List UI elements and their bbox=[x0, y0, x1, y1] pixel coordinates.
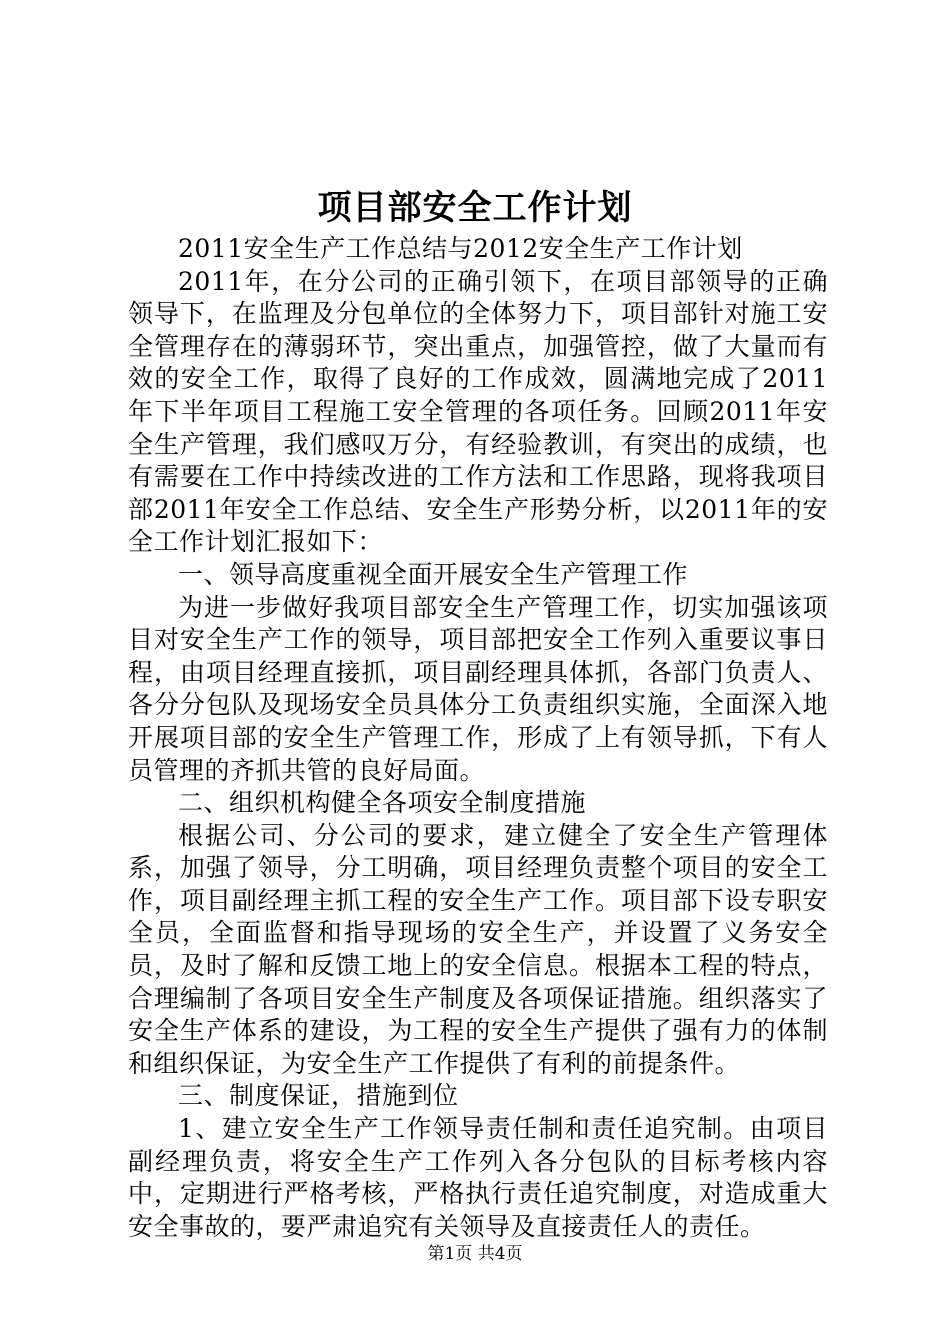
intro-paragraph: 2011年，在分公司的正确引领下，在项目部领导的正确领导下，在监理及分包单位的全体努力下，项目部针对施工安全管理存在的薄弱环节，突出重点，加强管控，做了大量而有效的安全工作，取得了良好的工作成效，圆满地完成了2011年下半年项目工程施工安全管理的各项任务。回顾2011年安全生产管理，我们感叹万分，有经验教训，有突出的成绩，也有需要在工作中持续改进的工作方法和工作思路，现将我项目部2011年安全工作总结、安全生产形势分析，以2011年的安全工作计划汇报如下： bbox=[128, 266, 828, 557]
section-3-item-1: 1、建立安全生产工作领导责任制和责任追究制。由项目副经理负责，将安全生产工作列入各分包队的目标考核内容中，定期进行严格考核，严格执行责任追究制度，对造成重大安全事故的，要严肃追究有关领导及直接责任人的责任。 bbox=[128, 1114, 828, 1241]
section-heading-2: 二、组织机构健全各项安全制度措施 bbox=[178, 788, 587, 818]
document-body bbox=[128, 233, 828, 1243]
section-2-paragraph: 根据公司、分公司的要求，建立健全了安全生产管理体系，加强了领导，分工明确，项目经理负责整个项目的安全工作，项目副经理主抓工程的安全生产工作。项目部下设专职安全员，全面监督和指导现场的安全生产，并设置了义务安全员，及时了解和反馈工地上的安全信息。根据本工程的特点，合理编制了各项目安全生产制度及各项保证措施。组织落实了安全生产体系的建设，为工程的安全生产提供了强有力的体制和组织保证，为安全生产工作提供了有利的前提条件。 bbox=[128, 820, 828, 1078]
section-1-paragraph: 为进一步做好我项目部安全生产管理工作，切实加强该项目对安全生产工作的领导，项目部把安全工作列入重要议事日程，由项目经理直接抓，项目副经理具体抓，各部门负责人、各分分包队及现场安全员具体分工负责组织实施，全面深入地开展项目部的安全生产管理工作，形成了上有领导抓，下有人员管理的齐抓共管的良好局面。 bbox=[128, 592, 828, 785]
page-number-footer: 第1页 共4页 bbox=[427, 1244, 523, 1264]
document-title: 项目部安全工作计划 bbox=[317, 188, 633, 228]
subtitle-paragraph: 2011安全生产工作总结与2012安全生产工作计划 bbox=[178, 234, 743, 263]
section-heading-3: 三、制度保证，措施到位 bbox=[178, 1081, 459, 1111]
section-heading-1: 一、领导高度重视全面开展安全生产管理工作 bbox=[178, 559, 689, 589]
